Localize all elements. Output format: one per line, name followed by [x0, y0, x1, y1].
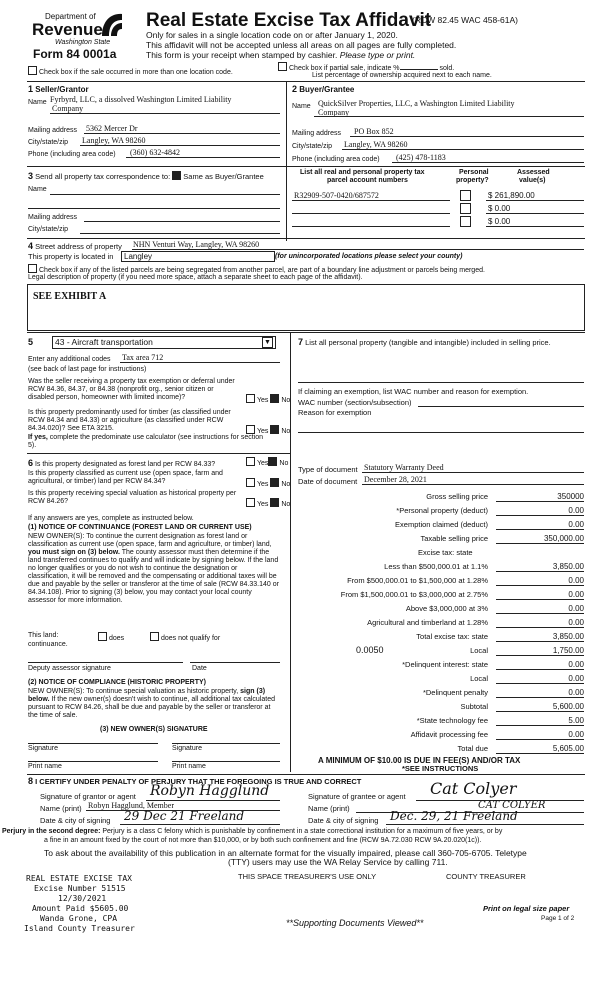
calc-value-tier4[interactable]: 0.00 [568, 604, 584, 613]
same-as-buyer-checkbox[interactable] [172, 171, 181, 180]
q-forest: 6 Is this property designated as forest land per RCW 84.33? [28, 458, 216, 468]
assessed-value-2[interactable]: $ 0.00 [488, 204, 511, 213]
located-label: This property is located in [28, 252, 114, 261]
buyer-address-label: Mailing address [292, 130, 342, 137]
calc-value-processing-fee[interactable]: 0.00 [568, 730, 584, 739]
doc-type-label: Type of document [298, 465, 358, 474]
partial-sale-check[interactable]: Check box if partial sale, indicate % sold. [278, 62, 454, 73]
calc-label-tier3: From $1,500,000.01 to $3,000,000 at 2.75% [340, 590, 488, 599]
q-current-use-answer[interactable]: Yes No [246, 478, 290, 489]
supporting-documents: **Supporting Documents Viewed** [286, 918, 424, 928]
grantor-signature-label: Signature of grantor or agent [40, 792, 136, 801]
stamp-line-5: Wanda Grone, CPA [40, 914, 118, 923]
multi-location-check[interactable]: Check box if the sale occurred in more than one location code. [28, 66, 233, 77]
calc-label-total-due: Total due [457, 744, 488, 753]
calc-label-interest-local: Local [470, 674, 488, 683]
q-historic-answer[interactable]: Yes No [246, 498, 290, 509]
calc-value-tier2[interactable]: 0.00 [568, 576, 584, 585]
calc-value-tier1[interactable]: 3,850.00 [552, 562, 584, 571]
see-back: (see back of last page for instructions) [28, 366, 147, 373]
alternate-format-notice: To ask about the availability of this publication in an alternate format for the visually impaired, please call 360-705-6705. Teletype [44, 848, 527, 858]
ownership-note: List percentage of ownership acquired next to each name. [312, 72, 492, 79]
parcels-col3: Assessed [517, 169, 550, 176]
calc-value-gross[interactable]: 350000 [557, 492, 584, 501]
calc-label-exemption: Exemption claimed (deduct) [395, 520, 488, 529]
use-code-select[interactable]: 43 - Aircraft transportation [52, 336, 276, 349]
deputy-date-label: Date [192, 665, 207, 672]
form-number: Form 84 0001a [33, 47, 117, 61]
grantee-print-name[interactable]: CAT COLYER [478, 800, 546, 811]
seller-address-label: Mailing address [28, 127, 78, 134]
calc-value-tier3[interactable]: 0.00 [568, 590, 584, 599]
agency-line3: Washington State [55, 39, 111, 46]
calc-label-processing-fee: Affidavit processing fee [410, 730, 488, 739]
does-not-check[interactable]: does not qualify for [150, 632, 220, 643]
perjury-notice: Perjury in the second degree: Perjury is a class C felony which is punishable by confinement in a state correctional institution for a maximum of five years, or by [2, 828, 503, 835]
parcels-col1b: parcel account numbers [327, 177, 408, 184]
buyer-heading: 2 Buyer/Grantee [292, 84, 355, 94]
calc-value-agricultural[interactable]: 0.00 [568, 618, 584, 627]
parcel-number-1[interactable]: R32909-507-0420/687572 [294, 191, 379, 200]
historic-heading: (2) NOTICE OF COMPLIANCE (HISTORIC PROPERTY) [28, 679, 206, 686]
section7-text: 7 List all personal property (tangible and intangible) included in selling price. [298, 337, 551, 347]
calc-value-total-due[interactable]: 5,605.00 [552, 744, 584, 753]
calc-label-local: Local [470, 646, 488, 655]
parcels-col2: Personal [459, 169, 489, 176]
seller-name-label: Name [28, 99, 47, 106]
location-select[interactable]: Langley [121, 251, 275, 262]
q-historic: Is this property receiving special valuation as historical property per RCW 84.26? [28, 490, 237, 506]
legal-label: Legal description of property (if you need more space, attach a separate sheet to each page of the affidavit). [28, 274, 363, 281]
section3-name-label: Name [28, 186, 47, 193]
located-note: (for unincorporated locations please select your county) [275, 253, 463, 260]
segregated-check[interactable]: Check box if any of the listed parcels are being segregated from another parcel, are part of a boundary line adjustment or parcels being merged. [28, 264, 485, 275]
calc-label-penalty: *Delinquent penalty [422, 688, 488, 697]
calc-label-total-state: Total excise tax: state [416, 632, 488, 641]
parcels-col3b: value(s) [519, 177, 546, 184]
legal-description[interactable]: SEE EXHIBIT A [33, 291, 107, 302]
buyer-address[interactable]: PO Box 852 [354, 127, 394, 136]
q-forest-answer[interactable]: Yes No [246, 457, 288, 468]
q-current-use: Is this property classified as current use (open space, farm and agricultural, or timber) land per RCW 84.34? [28, 470, 223, 486]
calc-value-taxable[interactable]: 350,000.00 [543, 534, 584, 543]
legal-paper-note: Print on legal size paper [483, 904, 570, 913]
doc-date[interactable]: December 28, 2021 [364, 475, 427, 484]
q-exemption: Was the seller receiving a property tax exemption or deferral under RCW 84.36, 84.37, or 84.38 (nonprofit org., senior citizen or disabled person, homeowner with limited income)? [28, 378, 235, 402]
buyer-name-2[interactable]: Company [318, 108, 350, 117]
stamp-line-4: Amount Paid $5605.00 [32, 904, 129, 913]
seller-name[interactable]: Fyrbyrd, LLC, a dissolved Washington Limited Liability [50, 95, 232, 104]
grantee-date-label: Date & city of signing [308, 816, 379, 825]
continuance-text: NEW OWNER(S): To continue the current designation as forest land or classification as current use (open space, farm and agriculture, or timber) land, you must sign on (3) below. The county assessor must then determine if the land transferred continues to qualify and will indicate by signing below. If the land no longer qualifies or you do not wish to continue the designation or classification, it will be removed and the compensating or additional taxes will be due and payable by the seller or transferor at the time of sale (RCW 84.33.140 or 84.34.108). Prior to signing (3) below, you may contact your local county assessor for more information. [28, 533, 279, 605]
stamp-line-1: REAL ESTATE EXCISE TAX [26, 874, 132, 883]
owner-signature-label-1: Signature [28, 745, 58, 752]
grantee-signature[interactable]: Cat Colyer [430, 779, 517, 798]
section5-num: 5 [28, 337, 34, 347]
continuance-heading: (1) NOTICE OF CONTINUANCE (FOREST LAND OR CURRENT USE) [28, 524, 252, 531]
excise-tax-state-heading: Excise tax: state [418, 548, 473, 557]
calc-value-local[interactable]: 1,750.00 [552, 646, 584, 655]
seller-address[interactable]: 5362 Mercer Dr [86, 124, 138, 133]
note-1: Only for sales in a single location code on or after January 1, 2020. [146, 30, 398, 40]
seller-phone[interactable]: (360) 632-4842 [130, 148, 180, 157]
new-owner-heading: (3) NEW OWNER(S) SIGNATURE [100, 726, 208, 733]
calc-label-tier2: From $500,000.01 to $1,500,000 at 1.28% [347, 576, 488, 585]
seller-city[interactable]: Langley, WA 98260 [82, 136, 146, 145]
seller-heading: 1 Seller/Grantor [28, 84, 89, 94]
calc-label-tier1: Less than $500,000.01 at 1.1% [384, 562, 488, 571]
historic-text: NEW OWNER(S): To continue special valuation as historic property, sign (3) below. If the new owner(s) doesn't wish to continue, all additional tax calculated pursuant to RCW 84.26, shall be due and payable by the seller or transferor at the time of sale. [28, 688, 275, 720]
additional-codes[interactable]: Tax area 712 [122, 353, 164, 362]
alternate-format-notice-2: (TTY) users may use the WA Relay Service by calling 711. [228, 857, 448, 867]
buyer-phone-label: Phone (including area code) [292, 156, 380, 163]
grantor-date-label: Date & city of signing [40, 816, 111, 825]
street-label: 4 Street address of property [28, 241, 122, 251]
buyer-city-label: City/state/zip [292, 143, 333, 150]
buyer-name[interactable]: QuickSilver Properties, LLC, a Washington Limited Liability [318, 99, 515, 108]
section3-text: 3 Send all property tax correspondence to: Same as Buyer/Grantee [28, 171, 264, 181]
calc-value-total-state[interactable]: 3,850.00 [552, 632, 584, 641]
grantee-print-label: Name (print) [308, 804, 350, 813]
calc-value-exemption[interactable]: 0.00 [568, 520, 584, 529]
doc-date-label: Date of document [298, 477, 358, 486]
calc-value-penalty[interactable]: 0.00 [568, 688, 584, 697]
calc-label-tech-fee: *State technology fee [416, 716, 488, 725]
exemption-note: If claiming an exemption, list WAC number and reason for exemption. [298, 387, 529, 396]
perjury-notice-2: a fine in an amount fixed by the court of not more than $10,000, or by both such confinement and fine (RCW 9A.72.030 RCW 9A.20.020(1c)). [44, 837, 482, 844]
any-yes-note: If any answers are yes, complete as instructed below. [28, 515, 194, 522]
note-2: This affidavit will not be accepted unless all areas on all pages are fully completed. [146, 40, 457, 50]
chevron-down-icon[interactable]: ▼ [262, 337, 273, 348]
calc-label-tier4: Above $3,000,000 at 3% [405, 604, 488, 613]
grantor-date[interactable]: 29 Dec 21 Freeland [124, 809, 245, 823]
q-exemption-answer[interactable]: Yes No [246, 394, 290, 405]
seller-city-label: City/state/zip [28, 139, 69, 146]
stamp-line-3: 12/30/2021 [58, 894, 107, 903]
grantor-print-label: Name (print) [40, 804, 82, 813]
checkbox[interactable] [278, 62, 287, 71]
wa-logo-icon [98, 10, 124, 40]
additional-codes-label: Enter any additional codes [28, 356, 111, 363]
calc-value-interest-state[interactable]: 0.00 [568, 660, 584, 669]
doc-type[interactable]: Statutory Warranty Deed [364, 463, 444, 472]
wac-label: WAC number (section/subsection) [298, 398, 412, 407]
seller-name-2[interactable]: Company [52, 104, 84, 113]
buyer-phone[interactable]: (425) 478-1183 [396, 153, 446, 162]
buyer-city[interactable]: Langley, WA 98260 [344, 140, 408, 149]
calc-value-subtotal[interactable]: 5,600.00 [552, 702, 584, 711]
parcels-col2b: property? [456, 177, 489, 184]
this-land-label: This land: [28, 632, 59, 639]
grantee-date[interactable]: Dec. 29, 21 Freeland [390, 809, 518, 823]
calc-value-tech-fee[interactable]: 5.00 [568, 716, 584, 725]
agency-line1: Department of [45, 12, 96, 21]
does-check[interactable]: does [98, 632, 124, 643]
calc-label-personal: *Personal property (deduct) [396, 506, 488, 515]
treasurer-use-only: THIS SPACE TREASURER'S USE ONLY [238, 872, 377, 881]
assessed-value-1[interactable]: $ 261,890.00 [488, 191, 535, 200]
calc-label-agricultural: Agricultural and timberland at 1.28% [367, 618, 488, 627]
owner-print-label-1: Print name [28, 763, 62, 770]
deputy-signature-label: Deputy assessor signature [28, 665, 111, 672]
certify-heading: 8 I CERTIFY UNDER PENALTY OF PERJURY THAT THE FOREGOING IS TRUE AND CORRECT [28, 776, 362, 786]
grantee-signature-label: Signature of grantee or agent [308, 792, 406, 801]
grantor-signature[interactable]: Robyn Hagglund [150, 783, 270, 799]
stamp-line-2: Excise Number 51515 [34, 884, 126, 893]
calc-label-subtotal: Subtotal [460, 702, 488, 711]
street-address[interactable]: NHN Venturi Way, Langley, WA 98260 [133, 240, 260, 249]
form-title-ref: (RCW 82.45 WAC 458-61A) [412, 15, 518, 25]
see-instructions: *SEE INSTRUCTIONS [402, 764, 479, 773]
personal-property-1-checkbox[interactable] [460, 190, 473, 203]
owner-signature-label-2: Signature [172, 745, 202, 752]
reason-label: Reason for exemption [298, 408, 372, 417]
legal-description-box[interactable] [27, 284, 585, 331]
parcels-col1: List all real and personal property tax [300, 169, 425, 176]
grantor-print-name[interactable]: Robyn Hagglund, Member [88, 801, 174, 810]
calc-label-interest-state: *Delinquent interest: state [402, 660, 488, 669]
note-3: This form is your receipt when stamped by cashier. Please type or print. [146, 50, 416, 60]
q-timber: Is this property predominantly used for timber (as classified under RCW 84.34 and 84.33) or agriculture (as classified under RCW 84.34.020)? See ETA 3215. [28, 409, 231, 433]
local-rate[interactable]: 0.0050 [356, 645, 384, 655]
assessed-value-3[interactable]: $ 0.00 [488, 217, 511, 226]
seller-phone-label: Phone (including area code) [28, 151, 116, 158]
form-title: Real Estate Excise Tax Affidavit [146, 10, 432, 31]
q-timber-note: If yes, complete the predominate use calculator (see instructions for section 5). [28, 434, 264, 450]
personal-property-3-checkbox[interactable] [460, 216, 473, 229]
section3-city-label: City/state/zip [28, 226, 69, 233]
buyer-name-label: Name [292, 103, 311, 110]
personal-property-2-checkbox[interactable] [460, 203, 473, 216]
owner-print-label-2: Print name [172, 763, 206, 770]
county-treasurer: COUNTY TREASURER [446, 872, 526, 881]
calc-label-taxable: Taxable selling price [420, 534, 488, 543]
calc-label-gross: Gross selling price [426, 492, 488, 501]
minimum-due: A MINIMUM OF $10.00 IS DUE IN FEE(S) AND/OR TAX [318, 756, 521, 765]
calc-value-interest-local[interactable]: 0.00 [568, 674, 584, 683]
checkbox[interactable] [28, 66, 37, 75]
q-timber-answer[interactable]: Yes No [246, 425, 290, 436]
continuance-label: continuance. [28, 641, 68, 648]
agency-line2: Revenue [32, 20, 103, 39]
page-number: Page 1 of 2 [541, 915, 575, 922]
section3-address-label: Mailing address [28, 214, 78, 221]
calc-value-personal[interactable]: 0.00 [568, 506, 584, 515]
stamp-line-6: Island County Treasurer [24, 924, 135, 933]
